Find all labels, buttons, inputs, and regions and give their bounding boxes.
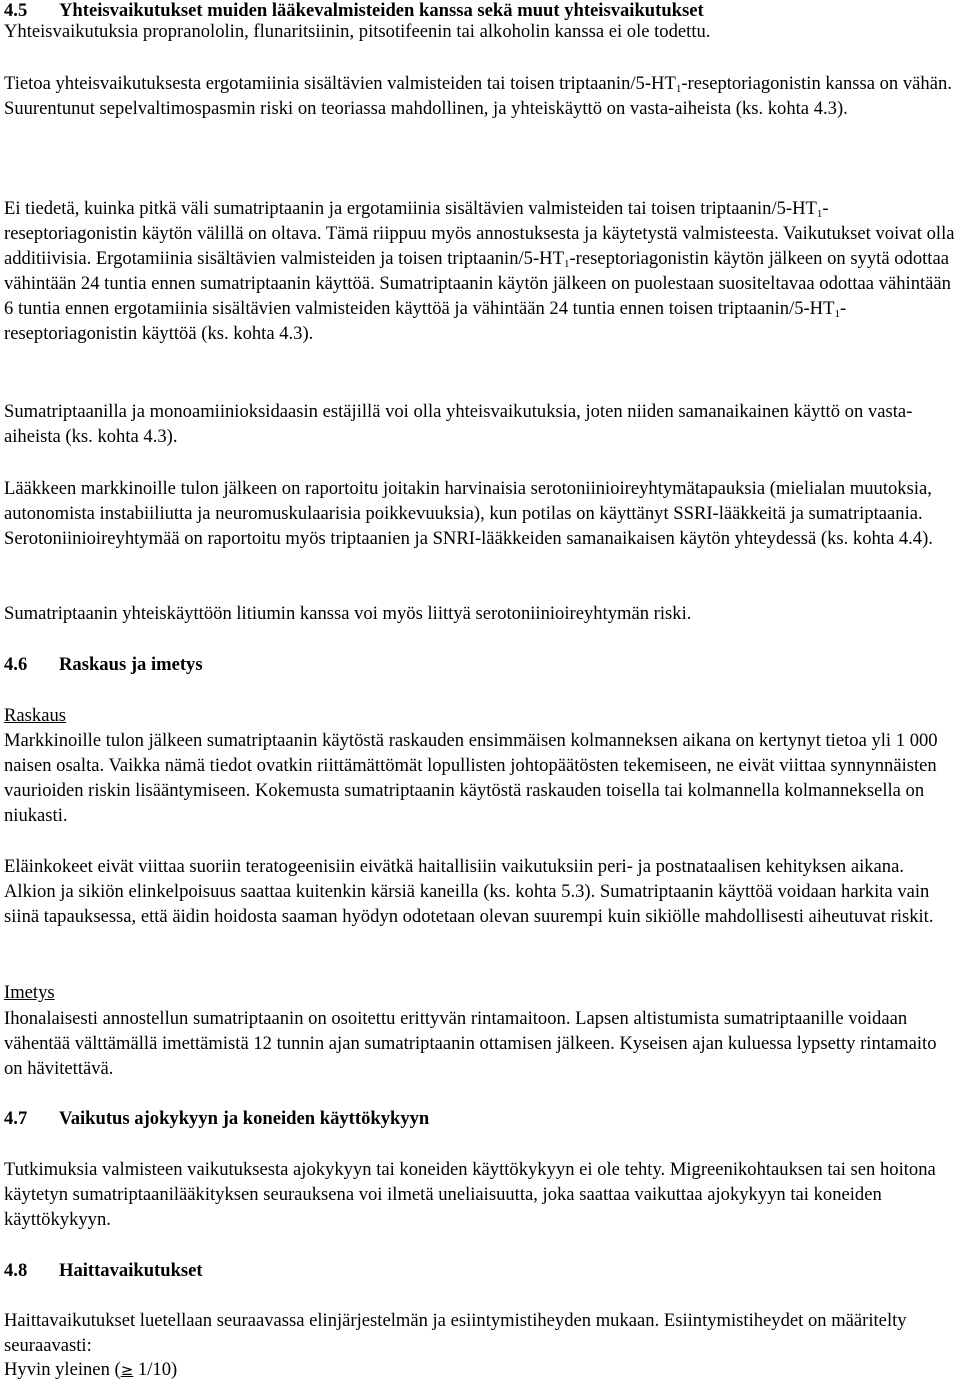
section-number: 4.6 bbox=[4, 654, 28, 675]
paragraph-pregnancy-data: Markkinoille tulon jälkeen sumatriptaanin käytöstä raskauden ensimmäisen kolmanneksen aikana on kertynyt tietoa yli 1 000 naisen osalta. Vaikka nämä tiedot ovatkin riittämättömät lopullisten johtopäätösten tekemiseen, ne eivät viittaa synnynnäisten vaurioiden riskin lisääntymiseen. Kokemusta sumatriptaanin käytöstä raskauden toisella tai kolmannella kolmanneksella on niukasti. bbox=[4, 730, 938, 826]
paragraph-serotonin-syndrome: Lääkkeen markkinoille tulon jälkeen on raportoitu joitakin harvinaisia serotoniinioireyhtymätapauksia (mielialan muutoksia, autonomista instabiiliutta ja neuromuskulaarisia poikkevuuksia), kun potilas on käyttänyt SSRI-lääkkeitä ja sumatriptaania. Serotoniinioireyhtymää on raportoitu myös triptaanien ja SNRI-lääkkeiden samanaikaisen käytön yhteydessä (ks. kohta 4.4). bbox=[4, 478, 933, 549]
section-number: 4.7 bbox=[4, 1108, 28, 1129]
subscript: 1 bbox=[834, 308, 840, 320]
paragraph-mao-inhibitors: Sumatriptaanilla ja monoamiinioksidaasin estäjillä voi olla yhteisvaikutuksia, joten niiden samanaikainen käyttö on vasta-aiheista (ks. kohta 4.3). bbox=[4, 401, 913, 447]
section-heading-4-6 bbox=[4, 652, 203, 677]
paragraph-adverse-effects-intro: Haittavaikutukset luetellaan seuraavassa elinjärjestelmän ja esiintymistiheyden mukaan. Esiintymistiheydet on määritelty seuraavasti: bbox=[4, 1310, 907, 1356]
paragraph-interactions-none: Yhteisvaikutuksia propranololin, flunaritsiinin, pitsotifeenin tai alkoholin kanssa ei ole todettu. bbox=[4, 21, 711, 42]
paragraph-driving: Tutkimuksia valmisteen vaikutuksesta ajokykyyn tai koneiden käyttökykyyn ei ole tehty. Migreenikohtauksen tai sen hoitona käytetyn sumatriptaanilääkityksen seurauksena voi ilmetä uneliaisuutta, joka saattaa vaikuttaa ajokykyyn tai koneiden käyttökykyyn. bbox=[4, 1159, 936, 1230]
text-segment: -reseptoriagonistin käytön välillä on oltava. Tämä riippuu myös annostuksesta ja käytetystä valmisteesta. Vaikutukset voivat olla additiivisia. Ergotamiinia sisältävien valmisteiden ja toisen triptaanin/5-HT bbox=[4, 198, 955, 269]
text-segment: -reseptoriagonistin käyttöä (ks. kohta 4.3). bbox=[4, 298, 847, 344]
section-title: Raskaus ja imetys bbox=[59, 654, 203, 675]
text-segment: Tietoa yhteisvaikutuksesta ergotamiinia sisältävien valmisteiden tai toisen triptaanin/5-HT bbox=[4, 73, 676, 94]
subheading-raskaus: Raskaus bbox=[4, 705, 66, 726]
text-segment: -reseptoriagonistin käytön jälkeen on syytä odottaa vähintään 24 tuntia ennen sumatriptaanin käyttöä. Sumatriptaanin käytön jälkeen on puolestaan suositeltavaa odottaa vähintään 6 tuntia ennen ergotamiinia sisältävien valmisteiden käyttöä ja vähintään 24 tuntia ennen toisen triptaanin/5-HT bbox=[4, 248, 951, 319]
text-segment: Ei tiedetä, kuinka pitkä väli sumatriptaanin ja ergotamiinia sisältävien valmisteiden tai toisen triptaanin/5-HT bbox=[4, 198, 817, 219]
greater-equal-symbol: ≥ bbox=[120, 1361, 134, 1379]
paragraph-breastfeeding: Ihonalaisesti annostellun sumatriptaanin on osoitettu erittyvän rintamaitoon. Lapsen altistumista sumatriptaanille voidaan vähentää välttämällä imettämistä 12 tunnin ajan sumatriptaanin ottamisen jälkeen. Kyseisen ajan kuluessa lypsetty rintamaito on hävitettävä. bbox=[4, 1008, 937, 1079]
text-segment: Hyvin yleinen ( bbox=[4, 1359, 121, 1380]
subscript: 1 bbox=[563, 258, 570, 270]
section-title: Haittavaikutukset bbox=[59, 1260, 203, 1281]
section-number: 4.5 bbox=[4, 0, 28, 21]
subheading-imetys: Imetys bbox=[4, 982, 55, 1003]
paragraph-ergotamine-data bbox=[4, 71, 956, 121]
text-segment: 1/10) bbox=[133, 1359, 178, 1380]
paragraph-animal-studies: Eläinkokeet eivät viittaa suoriin teratogeenisiin eivätkä haitallisiin vaikutuksiin peri- ja postnataalisen kehityksen aikana. Alkion ja sikiön elinkelpoisuus saattaa kuitenkin kärsiä kaneilla (ks. kohta 5.3). Sumatriptaanin käyttöä voidaan harkita vain siinä tapauksessa, että äidin hoidosta saaman hyödyn odotetaan olevan suurempi kuin sikiölle mahdollisesti aiheutuvat riskit. bbox=[4, 856, 934, 927]
text-segment: -reseptoriagonistin kanssa on vähän. Suurentunut sepelvaltimospasmin riski on teoriassa mahdollinen, ja yhteiskäyttö on vasta-aiheista (ks. kohta 4.3). bbox=[4, 73, 952, 119]
subscript: 1 bbox=[816, 208, 823, 220]
section-title: Vaikutus ajokykyyn ja koneiden käyttökykyyn bbox=[59, 1108, 430, 1129]
section-heading-4-8 bbox=[4, 1258, 203, 1283]
section-title: Yhteisvaikutukset muiden lääkevalmisteiden kanssa sekä muut yhteisvaikutukset bbox=[59, 0, 704, 21]
subscript: 1 bbox=[675, 83, 682, 95]
paragraph-interval bbox=[4, 196, 956, 346]
section-heading-4-7 bbox=[4, 1106, 429, 1131]
section-number: 4.8 bbox=[4, 1260, 28, 1281]
paragraph-lithium: Sumatriptaanin yhteiskäyttöön litiumin kanssa voi myös liittyä serotoniinioireyhtymän riski. bbox=[4, 603, 692, 624]
frequency-very-common bbox=[4, 1357, 177, 1383]
